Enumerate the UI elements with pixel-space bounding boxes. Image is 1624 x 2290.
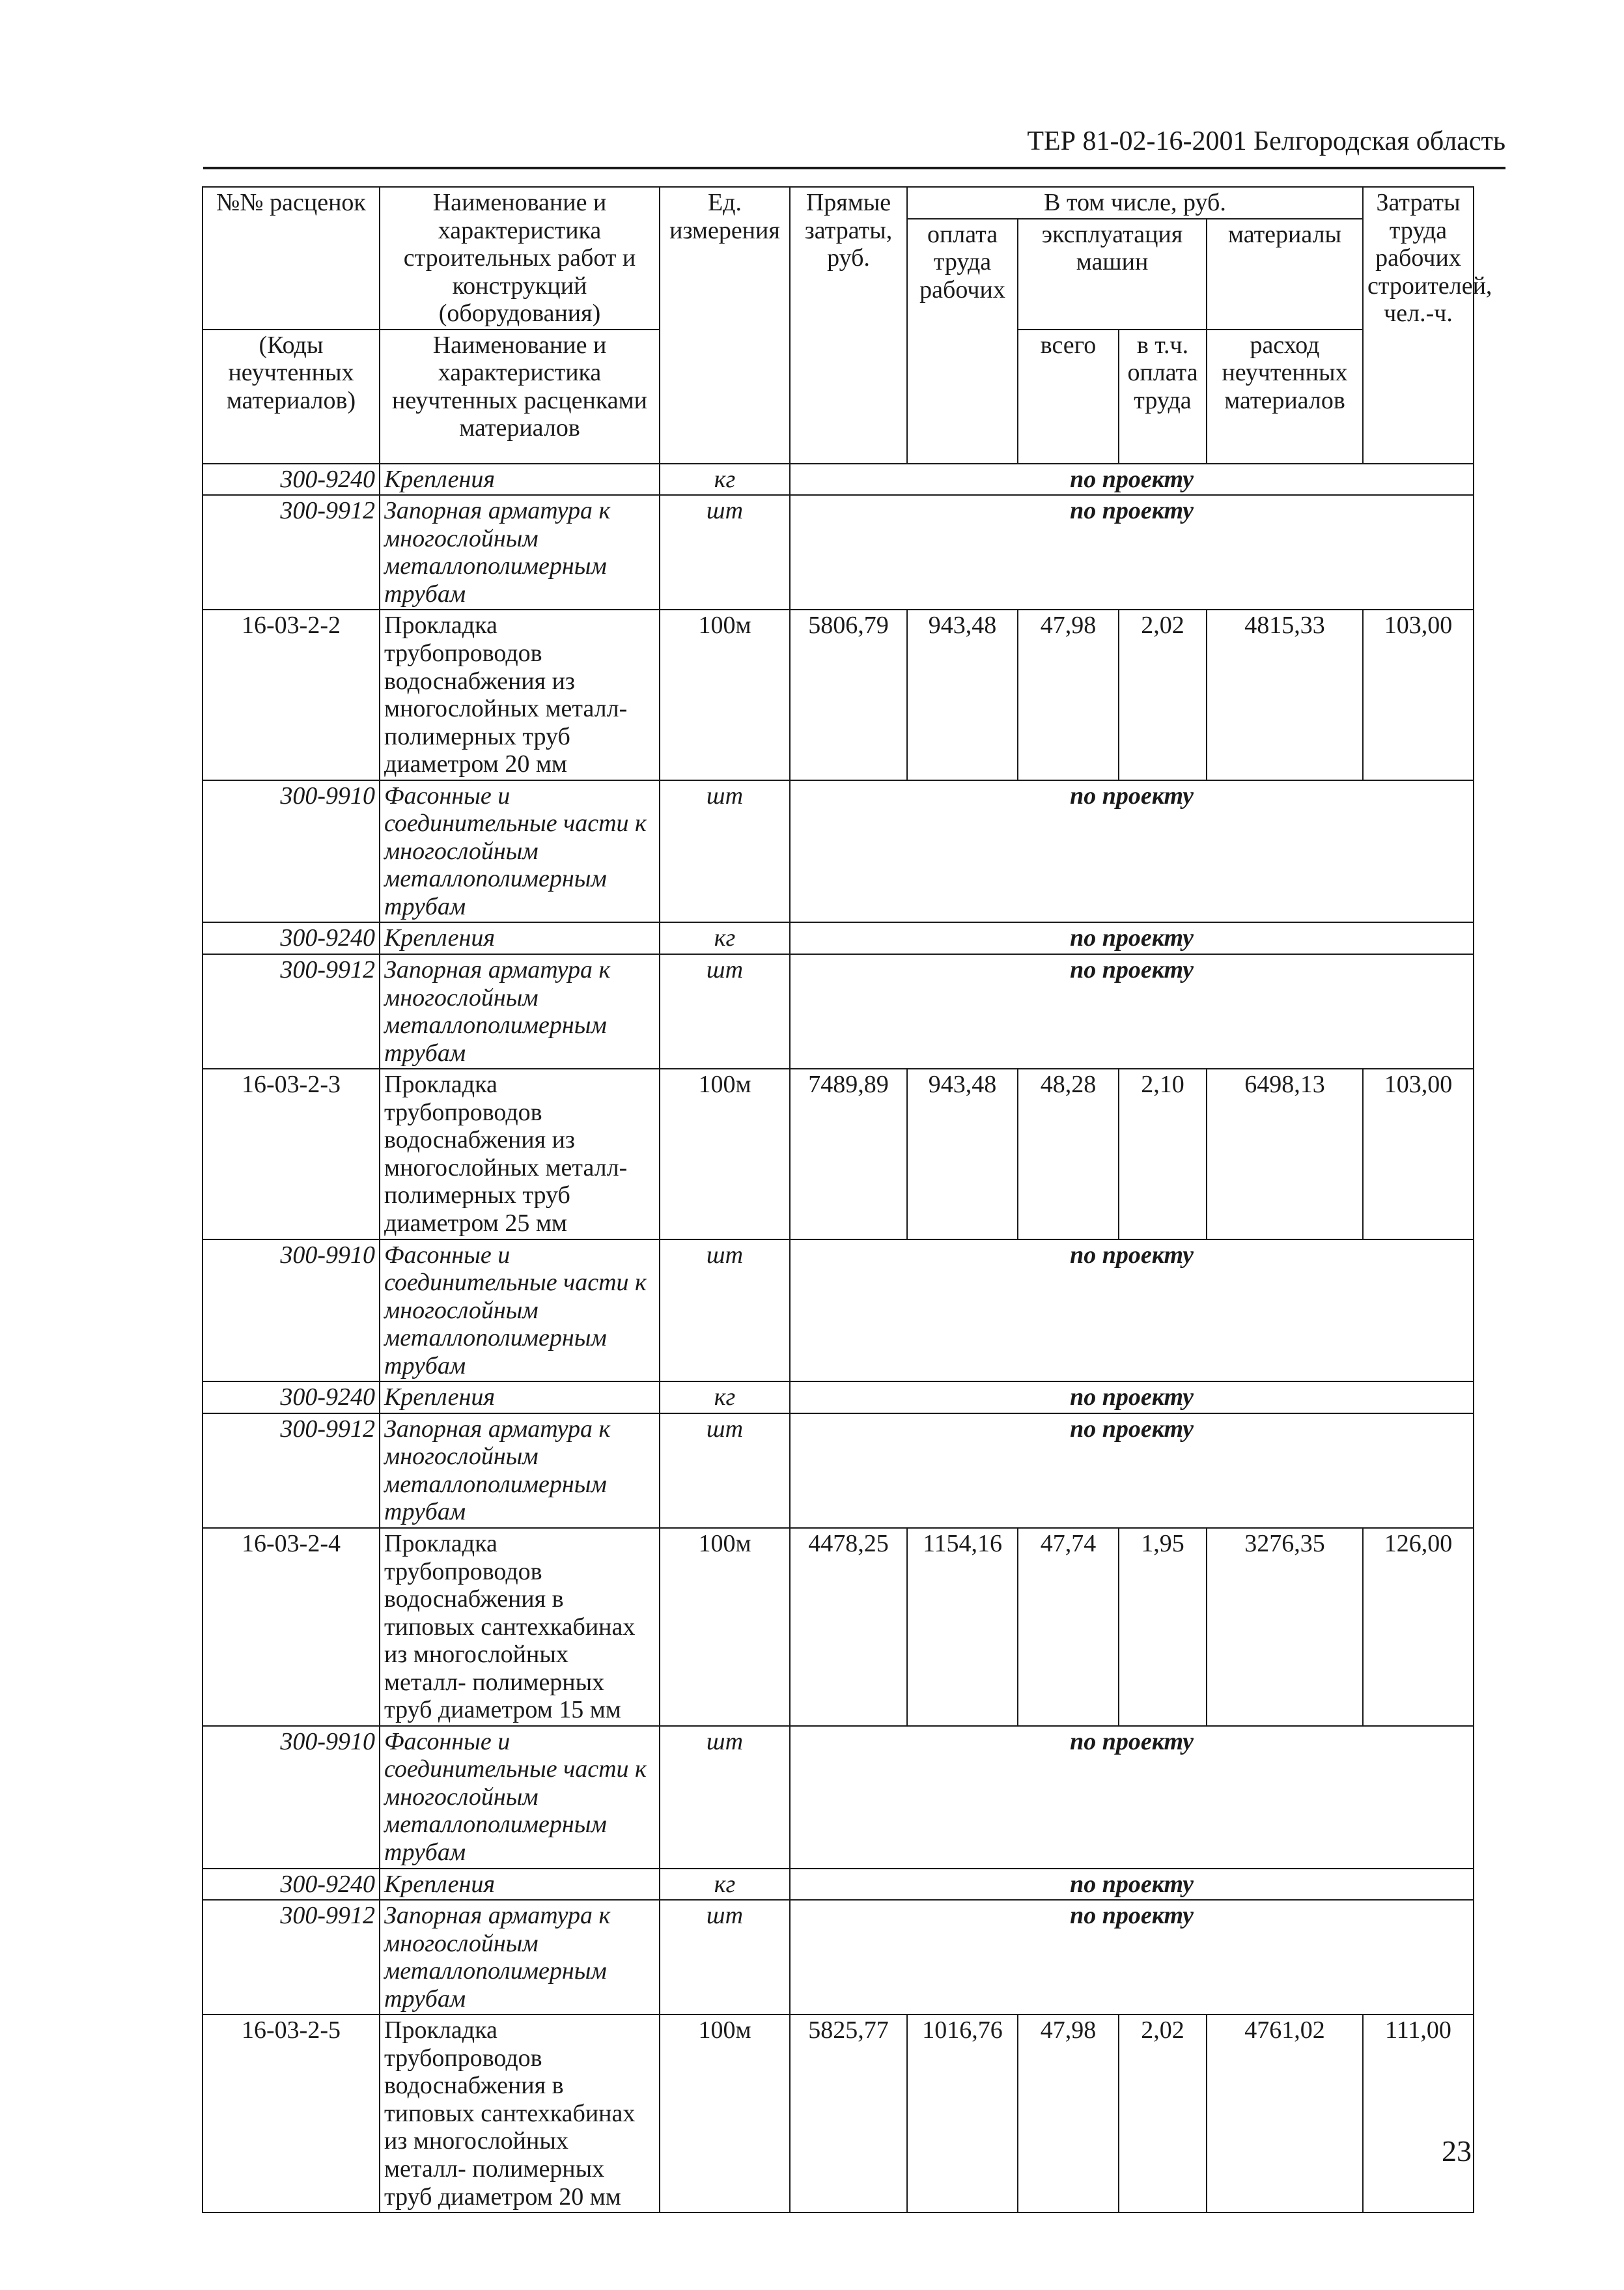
rate-machines-labor-pay: 2,02 — [1119, 610, 1207, 780]
material-note: по проекту — [790, 1726, 1474, 1869]
rate-machines-total: 47,74 — [1018, 1528, 1119, 1726]
material-unit: шт — [660, 1900, 790, 2014]
material-code: 300-9912 — [203, 1900, 380, 2014]
material-note: по проекту — [790, 1413, 1474, 1528]
header-row-top — [203, 187, 1474, 219]
rate-name: Прокладка трубопроводов водоснабжения в типовых сантехкабинах из многослойных металл- полимерных труб диаметром 15 мм — [380, 1528, 660, 1726]
rate-direct-cost: 5806,79 — [790, 610, 907, 780]
rate-row — [203, 1069, 1474, 1239]
rate-direct-cost: 4478,25 — [790, 1528, 907, 1726]
rate-materials: 4761,02 — [1207, 2014, 1363, 2212]
material-row — [203, 954, 1474, 1069]
rate-name: Прокладка трубопроводов водоснабжения в типовых сантехкабинах из многослойных металл- полимерных труб диаметром 20 мм — [380, 2014, 660, 2212]
rate-direct-cost: 5825,77 — [790, 2014, 907, 2212]
material-note: по проекту — [790, 1381, 1474, 1413]
header-materials: материалы — [1207, 219, 1363, 330]
header-rule — [203, 167, 1505, 169]
material-unit: кг — [660, 1381, 790, 1413]
material-code: 300-9240 — [203, 464, 380, 496]
rate-machines-total: 47,98 — [1018, 2014, 1119, 2212]
material-name: Запорная арматура к многослойным металлополимерным трубам — [380, 495, 660, 610]
rate-labor-cost: 103,00 — [1363, 1069, 1474, 1239]
rate-machines-total: 47,98 — [1018, 610, 1119, 780]
rate-name: Прокладка трубопроводов водоснабжения из многослойных металл-полимерных труб диаметром 20 мм — [380, 610, 660, 780]
rates-table — [202, 186, 1492, 2213]
rate-materials: 6498,13 — [1207, 1069, 1363, 1239]
material-note: по проекту — [790, 954, 1474, 1069]
material-code: 300-9910 — [203, 1239, 380, 1382]
material-note: по проекту — [790, 1869, 1474, 1901]
material-note: по проекту — [790, 495, 1474, 610]
material-name: Крепления — [380, 1869, 660, 1901]
rate-materials: 4815,33 — [1207, 610, 1363, 780]
material-row — [203, 1900, 1474, 2014]
material-row — [203, 780, 1474, 923]
header-direct: Прямые затраты, руб. — [790, 187, 907, 464]
material-note: по проекту — [790, 922, 1474, 954]
header-code-top: №№ расценок — [203, 187, 380, 330]
header-unaccounted: расход неучтенных материалов — [1207, 330, 1363, 464]
material-code: 300-9910 — [203, 780, 380, 923]
rate-labor-cost: 126,00 — [1363, 1528, 1474, 1726]
material-unit: кг — [660, 922, 790, 954]
material-note: по проекту — [790, 1239, 1474, 1382]
material-code: 300-9240 — [203, 1381, 380, 1413]
rate-unit: 100м — [660, 1069, 790, 1239]
material-name: Запорная арматура к многослойным металлополимерным трубам — [380, 954, 660, 1069]
rate-code: 16-03-2-4 — [203, 1528, 380, 1726]
material-row — [203, 1381, 1474, 1413]
material-unit: шт — [660, 1239, 790, 1382]
material-name: Крепления — [380, 1381, 660, 1413]
material-unit: шт — [660, 1726, 790, 1869]
material-code: 300-9910 — [203, 1726, 380, 1869]
material-row — [203, 495, 1474, 610]
material-unit: шт — [660, 780, 790, 923]
material-row — [203, 922, 1474, 954]
rate-labor-pay: 1154,16 — [907, 1528, 1018, 1726]
material-unit: шт — [660, 1413, 790, 1528]
rate-labor-pay: 943,48 — [907, 1069, 1018, 1239]
material-name: Крепления — [380, 922, 660, 954]
rate-code: 16-03-2-5 — [203, 2014, 380, 2212]
material-note: по проекту — [790, 780, 1474, 923]
rate-machines-labor-pay: 2,02 — [1119, 2014, 1207, 2212]
rate-direct-cost: 7489,89 — [790, 1069, 907, 1239]
rate-row — [203, 610, 1474, 780]
material-code: 300-9912 — [203, 954, 380, 1069]
material-name: Запорная арматура к многослойным металлополимерным трубам — [380, 1900, 660, 2014]
material-row — [203, 464, 1474, 496]
page-number: 23 — [1442, 2134, 1472, 2168]
material-row — [203, 1869, 1474, 1901]
table-body — [203, 187, 1492, 2212]
material-unit: кг — [660, 464, 790, 496]
rate-machines-total: 48,28 — [1018, 1069, 1119, 1239]
header-code-bottom: (Коды неучтенных материалов) — [203, 330, 380, 464]
rate-materials: 3276,35 — [1207, 1528, 1363, 1726]
header-labor-cost: Затраты труда рабочих строителей, чел.-ч. — [1363, 187, 1474, 464]
material-code: 300-9240 — [203, 922, 380, 954]
material-code: 300-9912 — [203, 1413, 380, 1528]
material-note: по проекту — [790, 1900, 1474, 2014]
rate-labor-pay: 943,48 — [907, 610, 1018, 780]
header-machines-total: всего — [1018, 330, 1119, 464]
rate-machines-labor-pay: 1,95 — [1119, 1528, 1207, 1726]
document-header: ТЕР 81-02-16-2001 Белгородская область — [1027, 126, 1505, 156]
material-name: Фасонные и соединительные части к многослойным металлополимерным трубам — [380, 1239, 660, 1382]
material-unit: кг — [660, 1869, 790, 1901]
header-labor-pay: оплата труда рабочих — [907, 219, 1018, 464]
material-code: 300-9912 — [203, 495, 380, 610]
rate-labor-pay: 1016,76 — [907, 2014, 1018, 2212]
rate-code: 16-03-2-3 — [203, 1069, 380, 1239]
rate-labor-cost: 103,00 — [1363, 610, 1474, 780]
header-including: В том числе, руб. — [907, 187, 1363, 219]
rate-labor-cost: 111,00 — [1363, 2014, 1474, 2212]
rate-machines-labor-pay: 2,10 — [1119, 1069, 1207, 1239]
material-code: 300-9240 — [203, 1869, 380, 1901]
rate-code: 16-03-2-2 — [203, 610, 380, 780]
rate-unit: 100м — [660, 2014, 790, 2212]
material-row — [203, 1239, 1474, 1382]
header-machines-pay: в т.ч. оплата труда — [1119, 330, 1207, 464]
header-machines: эксплуатация машин — [1018, 219, 1207, 330]
material-name: Крепления — [380, 464, 660, 496]
header-name-top: Наименование и характеристика строительных работ и конструкций (оборудования) — [380, 187, 660, 330]
material-unit: шт — [660, 954, 790, 1069]
material-unit: шт — [660, 495, 790, 610]
material-name: Фасонные и соединительные части к многослойным металлополимерным трубам — [380, 1726, 660, 1869]
rate-unit: 100м — [660, 610, 790, 780]
material-row — [203, 1413, 1474, 1528]
rate-row — [203, 2014, 1474, 2212]
rate-name: Прокладка трубопроводов водоснабжения из многослойных металл-полимерных труб диаметром 25 мм — [380, 1069, 660, 1239]
material-row — [203, 1726, 1474, 1869]
header-unit: Ед. измерения — [660, 187, 790, 464]
material-name: Фасонные и соединительные части к многослойным металлополимерным трубам — [380, 780, 660, 923]
rate-row — [203, 1528, 1474, 1726]
material-note: по проекту — [790, 464, 1474, 496]
header-name-bottom: Наименование и характеристика неучтенных расценками материалов — [380, 330, 660, 464]
material-name: Запорная арматура к многослойным металлополимерным трубам — [380, 1413, 660, 1528]
rate-unit: 100м — [660, 1528, 790, 1726]
